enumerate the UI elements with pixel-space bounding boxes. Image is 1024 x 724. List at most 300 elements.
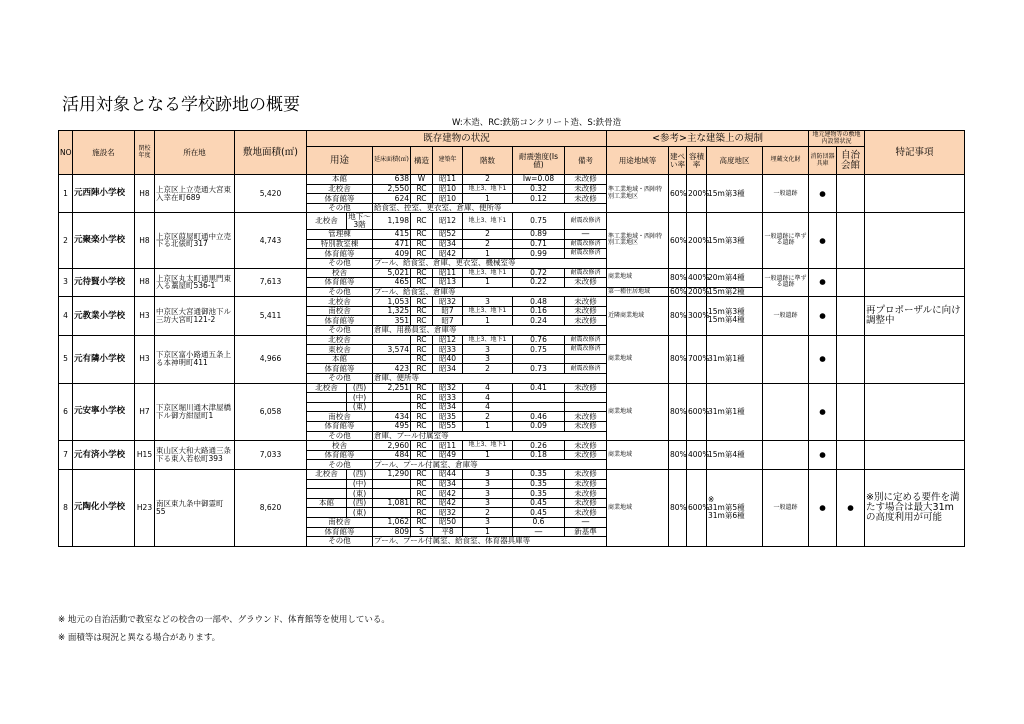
building-year: 昭32: [433, 297, 463, 307]
building-stories: 地上3、地下1: [463, 184, 513, 194]
heritage: 一般遺跡: [763, 469, 809, 546]
height-district: 15m第3種: [707, 175, 763, 213]
building-stories: 地上3、地下1: [463, 213, 513, 230]
far: 700%: [687, 335, 707, 383]
building-remarks: 未改修: [565, 412, 607, 422]
other-facilities: 給食室、控室、更衣室、倉庫、便所等: [373, 203, 607, 213]
building-structure: RC: [411, 469, 433, 479]
building-seismic: 0.35: [513, 469, 565, 479]
building-stories: 3: [463, 297, 513, 307]
building-remarks: 耐震改修済: [565, 345, 607, 355]
building-remarks: 耐震改修済: [565, 239, 607, 249]
fire-station-mark: ●: [809, 297, 837, 335]
building-stories: 1: [463, 194, 513, 204]
far: 400%: [687, 441, 707, 470]
building-remarks: 未改修: [565, 184, 607, 194]
building-remarks: 耐震改修済: [565, 213, 607, 230]
building-remarks: 未改修: [565, 194, 607, 204]
building-use: 校舎: [307, 268, 373, 278]
building-remarks: [565, 402, 607, 412]
building-remarks: 耐震改修済: [565, 249, 607, 259]
building-seismic: 0.41: [513, 383, 565, 393]
building-remarks: 未改修: [565, 441, 607, 451]
building-seismic: 0.76: [513, 335, 565, 345]
building-floor: 638: [373, 175, 411, 185]
fire-station-mark: ●: [809, 441, 837, 470]
school-area: 4,743: [235, 213, 307, 268]
school-area: 5,420: [235, 175, 307, 213]
building-stories: 1: [463, 527, 513, 537]
building-structure: RC: [411, 239, 433, 249]
building-seismic: ―: [513, 527, 565, 537]
building-seismic: Iw=0.08: [513, 175, 565, 185]
building-structure: RC: [411, 441, 433, 451]
school-address: 上京区葭屋町通中立売下る北俵町317: [155, 213, 235, 268]
building-year: 昭10: [433, 194, 463, 204]
header-remarks: 備考: [565, 147, 607, 175]
building-structure: RC: [411, 194, 433, 204]
building-year: 昭32: [433, 508, 463, 518]
building-use: 体育館等: [307, 450, 373, 460]
building-use: 本館: [307, 354, 373, 364]
header-closed: 閉校年度: [135, 131, 155, 175]
building-use: 体育館等: [307, 249, 373, 259]
other-label: その他: [307, 431, 373, 441]
building-use: 体育館等: [307, 364, 373, 374]
building-structure: RC: [411, 213, 433, 230]
building-structure: RC: [411, 268, 433, 278]
building-structure: RC: [411, 278, 433, 288]
building-seismic: 0.12: [513, 194, 565, 204]
building-row: [59, 268, 965, 278]
building-year: 昭50: [433, 517, 463, 527]
building-stories: 4: [463, 402, 513, 412]
fire-station-mark: ●: [809, 213, 837, 268]
building-structure: RC: [411, 306, 433, 316]
note-1: ※ 地元の自治活動で教室などの校舎の一部や、グラウンド、体育館等を使用している。: [58, 615, 390, 625]
building-row: [59, 383, 965, 393]
building-floor: [373, 402, 411, 412]
height-district: 20m第4種: [707, 268, 763, 287]
building-floor: [373, 335, 411, 345]
building-structure: RC: [411, 479, 433, 489]
building-year: 昭34: [433, 402, 463, 412]
header-hall: 自治会館: [837, 147, 865, 175]
building-row: [59, 441, 965, 451]
heritage: 一般遺跡に準ずる遺跡: [763, 268, 809, 297]
school-area: 5,411: [235, 297, 307, 335]
header-zone: 用途地域等: [607, 147, 669, 175]
building-year: 昭11: [433, 268, 463, 278]
zone: 商業地域: [607, 335, 669, 383]
building-stories: 地上3、地下1: [463, 335, 513, 345]
building-use: 体育館等: [307, 278, 373, 288]
building-structure: RC: [411, 184, 433, 194]
other-facilities: 倉庫、プール付属室等: [373, 431, 607, 441]
building-year: 昭11: [433, 441, 463, 451]
building-structure: RC: [411, 422, 433, 432]
building-use-sub: (中): [347, 479, 373, 489]
coverage: 80%: [669, 297, 687, 335]
special-notes: [865, 213, 965, 268]
school-closed: H7: [135, 383, 155, 441]
special-notes: [865, 383, 965, 441]
building-seismic: [513, 354, 565, 364]
building-remarks: 未改修: [565, 306, 607, 316]
school-no: 3: [59, 268, 73, 297]
school-no: 8: [59, 469, 73, 546]
building-year: 昭42: [433, 489, 463, 499]
school-table: [58, 130, 965, 547]
building-floor: [373, 508, 411, 518]
school-no: 6: [59, 383, 73, 441]
building-floor: 2,960: [373, 441, 411, 451]
building-year: 昭42: [433, 249, 463, 259]
school-closed: H23: [135, 469, 155, 546]
header-height: 高度地区: [707, 147, 763, 175]
building-use: 管理棟: [307, 230, 373, 240]
school-name: 元教業小学校: [73, 297, 135, 335]
building-seismic: 0.71: [513, 239, 565, 249]
building-use: 北校舎: [307, 184, 373, 194]
building-floor: 2,251: [373, 383, 411, 393]
building-structure: RC: [411, 517, 433, 527]
building-stories: 1: [463, 422, 513, 432]
building-structure: RC: [411, 498, 433, 508]
building-floor: 1,325: [373, 306, 411, 316]
building-floor: 465: [373, 278, 411, 288]
building-year: 昭32: [433, 383, 463, 393]
page-title: 活用対象となる学校跡地の概要: [62, 95, 300, 115]
building-remarks: 新基準: [565, 527, 607, 537]
community-hall-mark: [837, 268, 865, 297]
heritage: 一般遺跡: [763, 297, 809, 335]
building-use: 校舎: [307, 441, 373, 451]
building-remarks: 未改修: [565, 278, 607, 288]
school-address: 下京区富小路通五条上る本神明町411: [155, 335, 235, 383]
building-stories: 3: [463, 354, 513, 364]
building-structure: RC: [411, 345, 433, 355]
other-label: その他: [307, 258, 373, 268]
header-special: 特記事項: [865, 131, 965, 175]
building-seismic: 0.75: [513, 345, 565, 355]
building-use-sub: 地下～3階: [348, 212, 371, 230]
school-address: 中京区大宮通御池下ル三坊大宮町121-2: [155, 297, 235, 335]
community-hall-mark: [837, 213, 865, 268]
building-remarks: 未改修: [565, 175, 607, 185]
building-row: [59, 469, 965, 479]
building-year: 昭7: [433, 316, 463, 326]
header-local: 地元建物等の敷地内設置状況: [809, 131, 865, 147]
building-year: 昭12: [433, 213, 463, 230]
building-seismic: 0.48: [513, 297, 565, 307]
building-remarks: 未改修: [565, 316, 607, 326]
fire-station-mark: ●: [809, 469, 837, 546]
school-no: 7: [59, 441, 73, 470]
other-facilities: プール、給食室、倉庫等: [373, 287, 607, 297]
building-stories: 3: [463, 489, 513, 499]
structure-legend: W:木造、RC:鉄筋コンクリート造、S:鉄骨造: [452, 118, 622, 128]
header-name: 施設名: [73, 131, 135, 175]
height-district: 15m第3種 15m第4種: [707, 297, 763, 335]
building-stories: 2: [463, 364, 513, 374]
building-stories: 1: [463, 249, 513, 259]
school-no: 1: [59, 175, 73, 213]
building-row: [59, 297, 965, 307]
coverage: 80%: [669, 469, 687, 546]
header-stories: 階数: [463, 147, 513, 175]
building-structure: RC: [411, 316, 433, 326]
building-floor: 415: [373, 230, 411, 240]
building-remarks: 未改修: [565, 383, 607, 393]
building-use: 特別教室棟: [307, 239, 373, 249]
building-year: 昭35: [433, 412, 463, 422]
other-label: その他: [307, 374, 373, 384]
building-stories: 2: [463, 175, 513, 185]
far: 600%: [687, 383, 707, 441]
other-facilities: 倉庫、便所等: [373, 374, 607, 384]
fire-station-mark: ●: [809, 268, 837, 297]
building-use: 南校舎: [307, 306, 373, 316]
height-district: 15m第4種: [707, 441, 763, 470]
special-notes: ※別に定める要件を満たす場合は最大31mの高度利用が可能: [865, 469, 965, 546]
coverage: 60%: [669, 213, 687, 268]
building-structure: RC: [411, 489, 433, 499]
building-use-sub: (東): [347, 508, 373, 518]
school-address: 南区東九条中御霊町55: [155, 469, 235, 546]
header-structure: 構造: [411, 147, 433, 175]
building-floor: 1,198: [373, 213, 411, 230]
coverage: 80%: [669, 441, 687, 470]
building-stories: 3: [463, 479, 513, 489]
building-use-sub: (西): [347, 498, 373, 508]
building-stories: 3: [463, 345, 513, 355]
far: 200%: [687, 213, 707, 268]
building-year: 昭49: [433, 450, 463, 460]
building-year: 昭34: [433, 239, 463, 249]
building-floor: [373, 393, 411, 403]
header-use: 用途: [307, 147, 373, 175]
building-seismic: 0.24: [513, 316, 565, 326]
zone-2: 第一種住居地域: [607, 287, 669, 297]
community-hall-mark: [837, 335, 865, 383]
building-use: [307, 508, 347, 518]
header-floor: 延床面積(㎡): [373, 147, 411, 175]
building-remarks: ―: [565, 230, 607, 240]
other-label: その他: [307, 460, 373, 470]
building-use: [307, 393, 347, 403]
community-hall-mark: [837, 297, 865, 335]
school-closed: H8: [135, 268, 155, 297]
building-seismic: 0.26: [513, 441, 565, 451]
header-area: 敷地面積(㎡): [235, 131, 307, 175]
other-label: その他: [307, 326, 373, 336]
zone: 商業地域: [607, 441, 669, 470]
fire-station-mark: ●: [809, 383, 837, 441]
building-floor: 423: [373, 364, 411, 374]
school-address: 上京区丸太町通黒門東入る藁屋町536-1: [155, 268, 235, 297]
building-year: 昭12: [433, 335, 463, 345]
heritage: [763, 383, 809, 441]
building-use: 北校舎: [307, 213, 347, 230]
far: 300%: [687, 297, 707, 335]
building-seismic: 0.99: [513, 249, 565, 259]
zone: 商業地域: [607, 469, 669, 546]
building-remarks: 未改修: [565, 450, 607, 460]
building-floor: 351: [373, 316, 411, 326]
building-row: [59, 335, 965, 345]
building-use: 南校舎: [307, 517, 373, 527]
school-no: 2: [59, 213, 73, 268]
building-use: [307, 489, 347, 499]
notes: [58, 611, 390, 647]
building-remarks: [565, 393, 607, 403]
building-stories: 4: [463, 393, 513, 403]
building-stories: 2: [463, 508, 513, 518]
building-seismic: 0.16: [513, 306, 565, 316]
height-district: ※ 31m第5種 31m第6種: [707, 469, 763, 546]
school-name: 元有済小学校: [73, 441, 135, 470]
height-district: 31m第1種: [707, 335, 763, 383]
building-remarks: 未改修: [565, 469, 607, 479]
building-year: 昭52: [433, 230, 463, 240]
building-remarks: 耐震改修済: [565, 268, 607, 278]
far: 200%: [687, 175, 707, 213]
coverage: 80%: [669, 268, 687, 287]
header-address: 所在地: [155, 131, 235, 175]
school-name: 元有隣小学校: [73, 335, 135, 383]
zone: 商業地域: [607, 268, 669, 287]
building-stories: 2: [463, 230, 513, 240]
far: 400%: [687, 268, 707, 287]
building-use: [307, 479, 347, 489]
building-use-sub: (中): [347, 393, 373, 403]
school-area: 7,613: [235, 268, 307, 297]
building-structure: RC: [411, 402, 433, 412]
building-stories: 4: [463, 383, 513, 393]
building-stories: 2: [463, 239, 513, 249]
far: 600%: [687, 469, 707, 546]
special-notes: 再プロポーザルに向け調整中: [865, 297, 965, 335]
building-seismic: 0.89: [513, 230, 565, 240]
building-remarks: 耐震改修済: [565, 364, 607, 374]
school-closed: H15: [135, 441, 155, 470]
header-no: NO: [59, 131, 73, 175]
building-year: 昭34: [433, 364, 463, 374]
building-floor: [373, 489, 411, 499]
building-use-sub: (東): [347, 402, 373, 412]
fire-station-mark: ●: [809, 175, 837, 213]
school-name: 元西陣小学校: [73, 175, 135, 213]
building-stories: 2: [463, 412, 513, 422]
header-regs: <参考>主な建築上の規制: [607, 131, 809, 147]
community-hall-mark: [837, 383, 865, 441]
building-stories: 1: [463, 278, 513, 288]
note-2: ※ 面積等は現況と異なる場合があります。: [58, 633, 221, 643]
building-floor: 495: [373, 422, 411, 432]
building-floor: [373, 479, 411, 489]
header-far: 容積率: [687, 147, 707, 175]
building-stories: 地上3、地下1: [463, 268, 513, 278]
building-floor: 1,081: [373, 498, 411, 508]
height-district: 15m第3種: [707, 213, 763, 268]
building-stories: 1: [463, 316, 513, 326]
building-seismic: 0.22: [513, 278, 565, 288]
building-seismic: 0.72: [513, 268, 565, 278]
school-closed: H3: [135, 297, 155, 335]
building-seismic: 0.6: [513, 517, 565, 527]
building-use: 東校舎: [307, 345, 373, 355]
school-area: 8,620: [235, 469, 307, 546]
building-use: 体育館等: [307, 527, 373, 537]
building-year: 昭55: [433, 422, 463, 432]
building-floor: 409: [373, 249, 411, 259]
building-seismic: 0.32: [513, 184, 565, 194]
building-year: 昭33: [433, 345, 463, 355]
other-facilities: プール、給食室、倉庫、更衣室、機械室等: [373, 258, 607, 268]
building-seismic: 0.73: [513, 364, 565, 374]
building-remarks: 未改修: [565, 479, 607, 489]
building-use: 北校舎: [307, 335, 373, 345]
building-year: 昭33: [433, 393, 463, 403]
school-area: 4,966: [235, 335, 307, 383]
far-2: 200%: [688, 287, 710, 297]
school-name: 元陶化小学校: [73, 469, 135, 546]
building-seismic: 0.35: [513, 479, 565, 489]
building-floor: 809: [373, 527, 411, 537]
building-seismic: 0.35: [513, 489, 565, 499]
header-heritage: 埋蔵文化財: [763, 147, 809, 175]
building-use-sub: (東): [347, 489, 373, 499]
school-closed: H8: [135, 175, 155, 213]
building-use: 南校舎: [307, 412, 373, 422]
building-floor: 1,290: [373, 469, 411, 479]
building-year: 昭11: [433, 175, 463, 185]
building-structure: RC: [411, 249, 433, 259]
school-closed: H8: [135, 213, 155, 268]
header-seismic: 耐震強度(Is値): [513, 147, 565, 175]
building-use-sub: (西): [347, 383, 373, 393]
building-remarks: 未改修: [565, 489, 607, 499]
heritage: [763, 335, 809, 383]
building-structure: RC: [411, 230, 433, 240]
other-facilities: 倉庫、用務員室、倉庫等: [373, 326, 607, 336]
zone: 準工業地域・西陣特別工業地区: [607, 213, 669, 268]
building-structure: RC: [411, 383, 433, 393]
school-table-body: [59, 175, 965, 547]
building-use: [307, 402, 347, 412]
heritage: 一般遺跡に準ずる遺跡: [763, 213, 809, 268]
building-floor: 1,062: [373, 517, 411, 527]
building-use: 北校舎: [307, 297, 373, 307]
building-floor: 434: [373, 412, 411, 422]
building-floor: 484: [373, 450, 411, 460]
coverage: 60%: [669, 175, 687, 213]
building-year: 昭40: [433, 354, 463, 364]
building-year: 昭44: [433, 469, 463, 479]
building-structure: RC: [411, 335, 433, 345]
other-facilities: プール、プール付属室、倉庫等: [373, 460, 607, 470]
building-structure: S: [411, 527, 433, 537]
building-year: 昭13: [433, 278, 463, 288]
building-structure: RC: [411, 354, 433, 364]
height-district-2: 15m第2種: [707, 287, 763, 297]
building-structure: W: [411, 175, 433, 185]
building-stories: 1: [463, 450, 513, 460]
building-floor: 5,021: [373, 268, 411, 278]
building-use: 北校舎: [307, 383, 347, 393]
coverage-2: 60%: [670, 287, 687, 297]
